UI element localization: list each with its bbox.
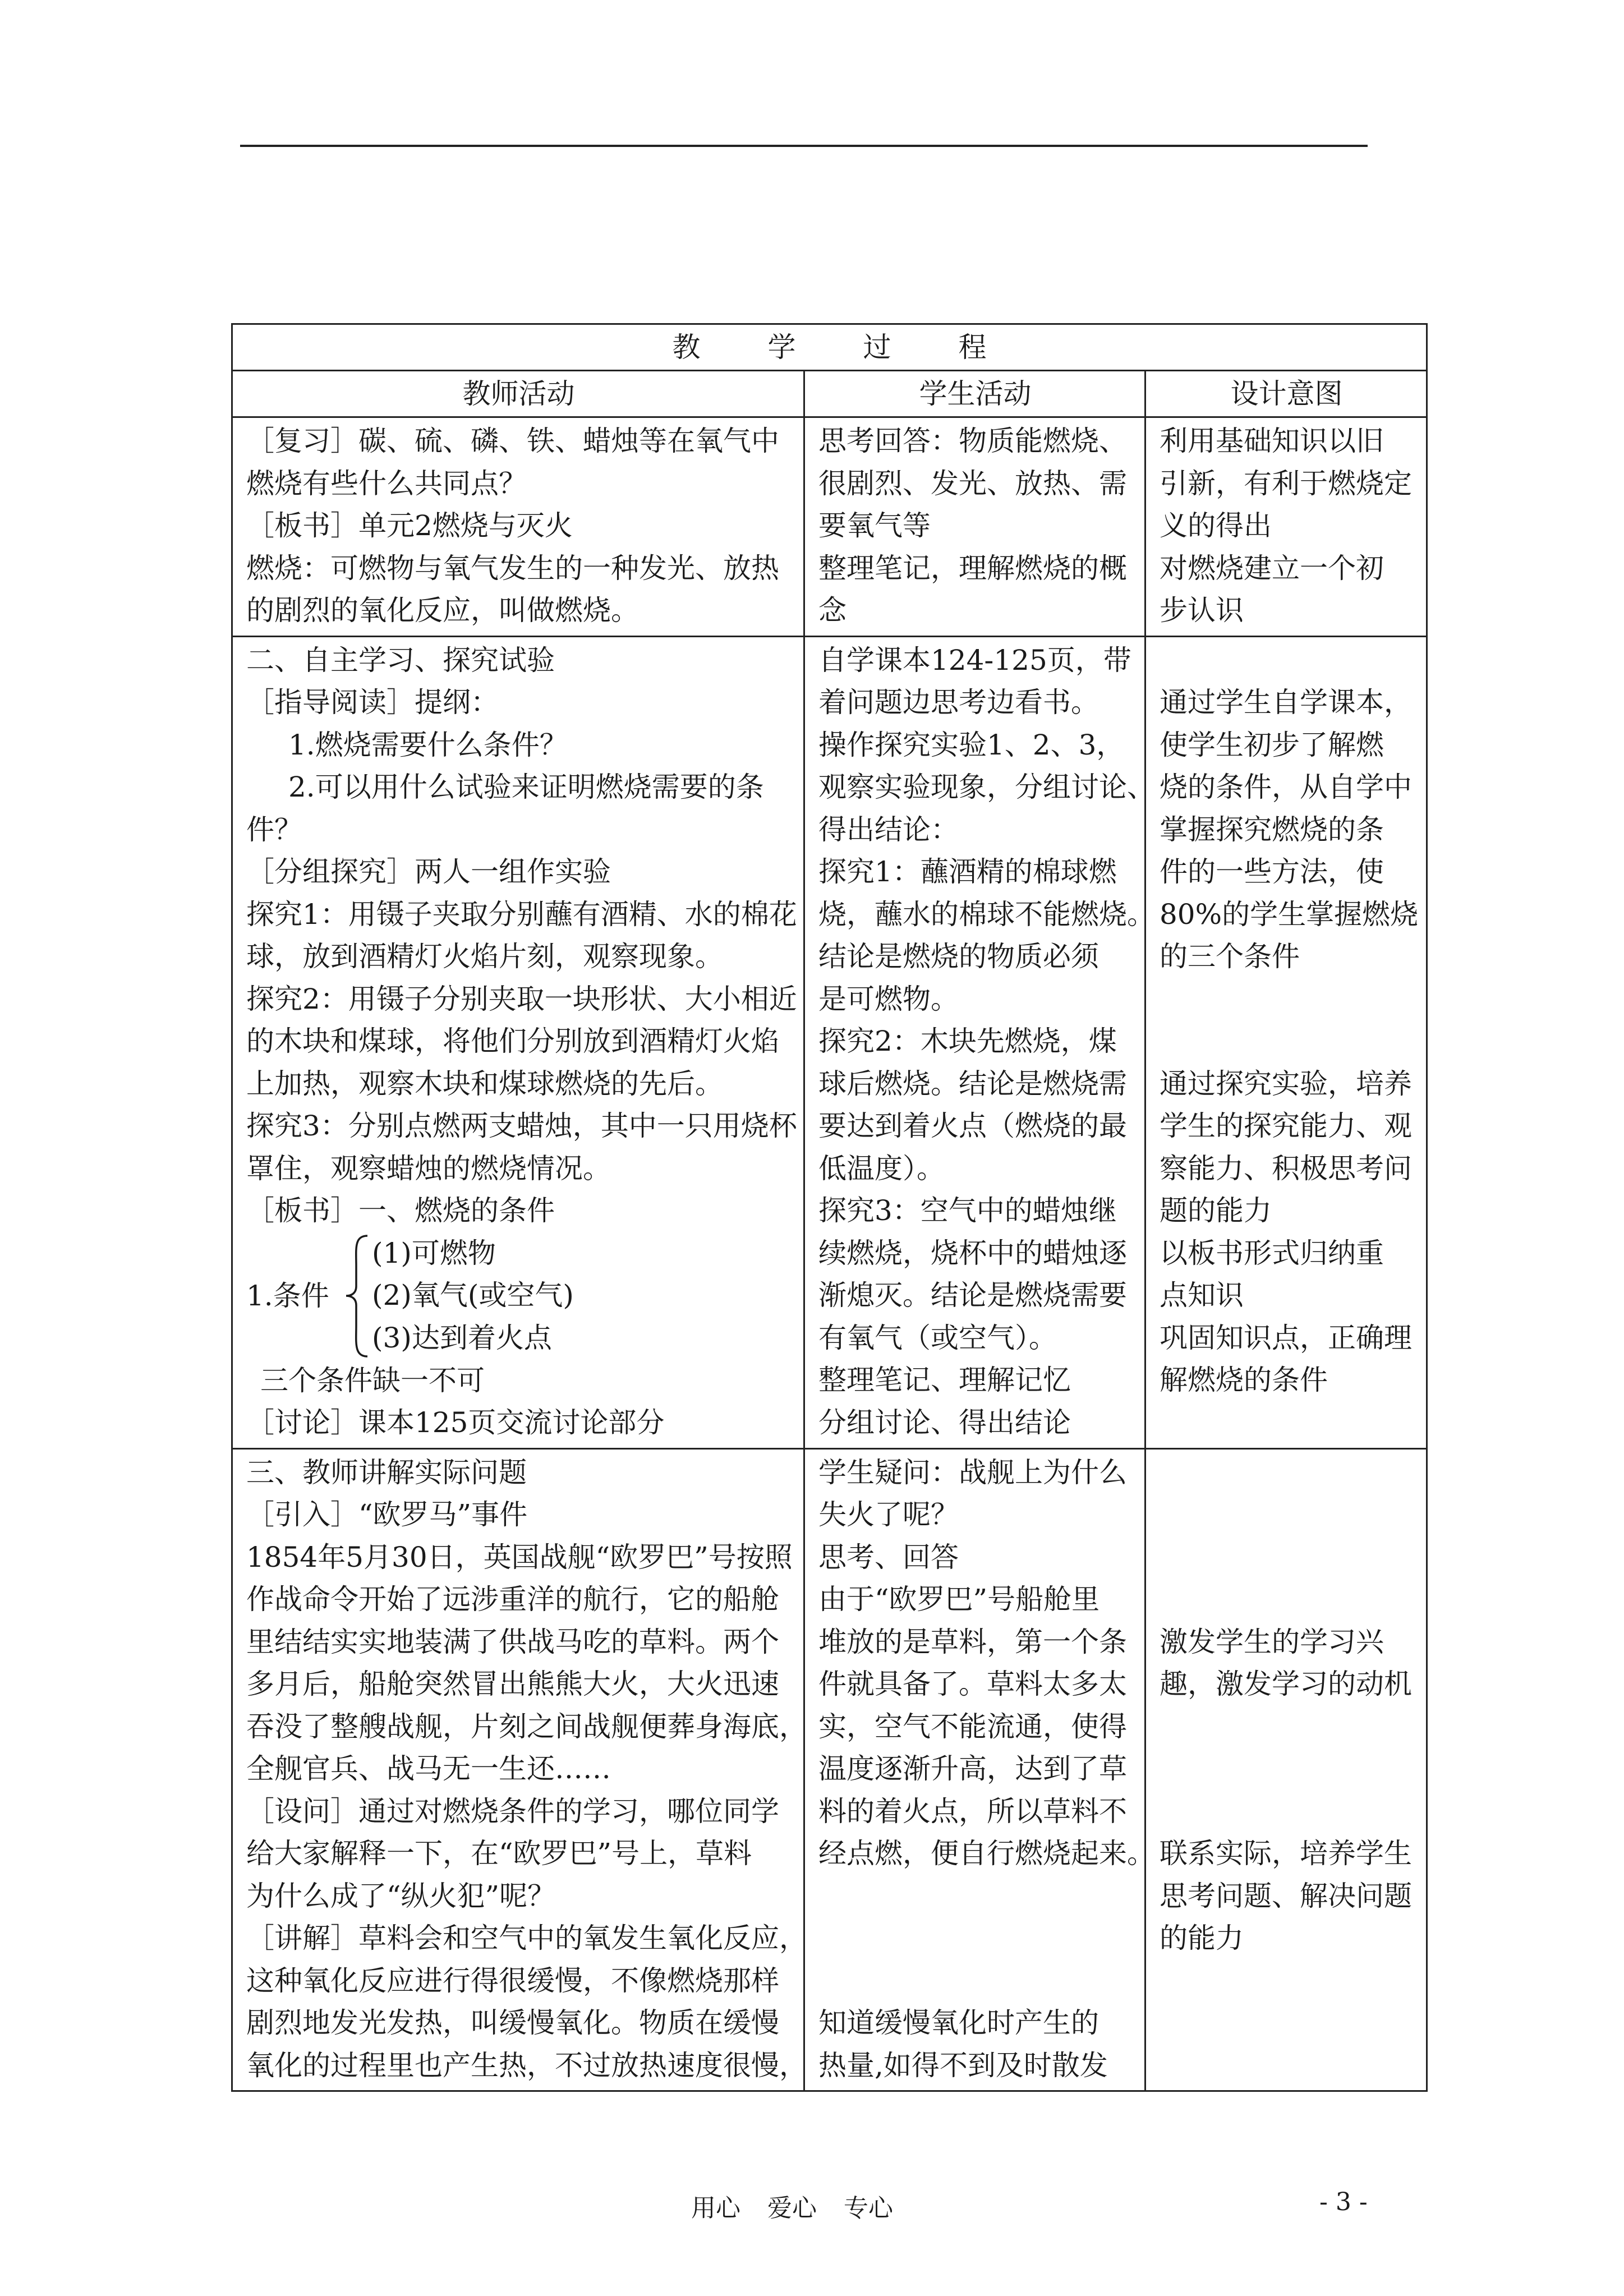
text-line: ［分组探究］两人一组作实验 (246, 855, 611, 888)
text-line: 题的能力 (1160, 1194, 1272, 1227)
text-line: 学生疑问：战舰上为什么 (818, 1456, 1127, 1489)
text-line: 解燃烧的条件 (1160, 1364, 1328, 1396)
table-title-row (232, 324, 1427, 371)
table-title-char: 教 (672, 331, 701, 364)
text-line: 失火了呢？ (818, 1498, 959, 1531)
table-title-char: 程 (958, 331, 987, 364)
text-line: 二、自主学习、探究试验 (246, 643, 555, 677)
footer-motto-word: 用心 (691, 2194, 740, 2223)
text-line: 操作探究实验1、2、3， (818, 728, 1125, 761)
text-line: 三个条件缺一不可 (260, 1364, 485, 1397)
text-line: 自学课本124-125页，带 (818, 643, 1131, 677)
text-line: 整理笔记，理解燃烧的概 (818, 551, 1127, 585)
text-line: 温度逐渐升高，达到了草 (818, 1752, 1127, 1785)
text-line: 的木块和煤球，将他们分别放到酒精灯火焰 (246, 1025, 779, 1057)
text-line: 热量,如得不到及时散发 (818, 2049, 1108, 2082)
text-line: 烧，蘸水的棉球不能燃烧。 (818, 898, 1155, 931)
text-line: 由于“欧罗巴”号船舱里 (818, 1583, 1100, 1616)
text-line: 利用基础知识以旧 (1160, 425, 1384, 457)
text-line: 趣，激发学习的动机 (1160, 1668, 1412, 1700)
text-line: ［板书］单元2燃烧与灭火 (246, 509, 573, 542)
text-line: 要氧气等 (818, 509, 931, 542)
text-line: 激发学生的学习兴 (1160, 1625, 1384, 1658)
text-line: ［复习］碳、硫、磷、铁、蜡烛等在氧气中 (246, 425, 779, 457)
text-line: 的能力 (1160, 1922, 1244, 1954)
text-line: 巩固知识点，正确理 (1160, 1321, 1412, 1354)
text-line: 要达到着火点（燃烧的最 (818, 1110, 1127, 1142)
text-line: 球后燃烧。结论是燃烧需 (818, 1067, 1127, 1100)
text-line: 思考回答：物质能燃烧、 (818, 425, 1127, 457)
text-line: 氧化的过程里也产生热，不过放热速度很慢， (246, 2049, 807, 2082)
text-line: 80%的学生掌握燃烧 (1160, 898, 1419, 931)
design-intent-cell (1145, 1448, 1427, 2091)
text-line: 件？ (246, 813, 302, 846)
text-line: 1854年5月30日，英国战舰“欧罗巴”号按照 (246, 1540, 793, 1573)
text-line: ［讨论］课本125页交流讨论部分 (246, 1406, 665, 1439)
curly-brace-icon (343, 1232, 371, 1360)
text-line: 整理笔记、理解记忆 (818, 1364, 1071, 1396)
text-line: 对燃烧建立一个初 (1160, 551, 1384, 585)
text-line: 通过探究实验，培养 (1160, 1067, 1412, 1100)
condition-item: (2)氧气(或空气) (372, 1279, 574, 1312)
table-row (232, 1448, 1427, 2091)
text-line: 全舰官兵、战马无一生还…… (246, 1752, 611, 1785)
text-line: 低温度）。 (818, 1152, 945, 1185)
text-line: 为什么成了“纵火犯”呢？ (246, 1879, 556, 1912)
text-line: 燃烧有些什么共同点？ (246, 467, 527, 500)
text-line: 剧烈地发光发热，叫缓慢氧化。物质在缓慢 (246, 2007, 779, 2039)
text-line: 察能力、积极思考问 (1160, 1152, 1412, 1185)
text-line: 联系实际，培养学生 (1160, 1837, 1412, 1870)
text-line: 球，放到酒精灯火焰片刻，观察现象。 (246, 940, 723, 973)
text-line: 是可燃物。 (818, 982, 959, 1015)
text-line: 1.燃烧需要什么条件？ (288, 728, 568, 761)
text-line: 堆放的是草料，第一个条 (818, 1625, 1127, 1658)
text-line: ［设问］通过对燃烧条件的学习，哪位同学 (246, 1795, 779, 1828)
text-line: 续燃烧，烧杯中的蜡烛逐 (818, 1236, 1127, 1269)
text-line: 多月后，船舱突然冒出熊熊大火，大火迅速 (246, 1668, 779, 1700)
text-line: 观察实验现象，分组讨论、 (818, 771, 1155, 803)
text-line: 里结结实实地装满了供战马吃的草料。两个 (246, 1625, 779, 1658)
text-line: 义的得出 (1160, 509, 1272, 542)
text-line: 探究3：空气中的蜡烛继 (818, 1194, 1117, 1227)
text-line: 料的着火点，所以草料不 (818, 1795, 1127, 1828)
student-activity-cell (804, 1448, 1155, 2091)
text-line: 探究2：木块先燃烧，煤 (818, 1025, 1117, 1057)
header-student-activity: 学生活动 (804, 371, 1145, 417)
text-line: 通过学生自学课本， (1160, 686, 1412, 719)
text-line: ［指导阅读］提纲： (246, 686, 499, 719)
text-line: 经点燃，便自行燃烧起来。 (818, 1837, 1155, 1870)
text-line: 得出结论： (818, 813, 959, 846)
text-line: 以板书形式归纳重 (1160, 1236, 1384, 1269)
table-title (232, 324, 1427, 371)
text-line: 罩住，观察蜡烛的燃烧情况。 (246, 1152, 611, 1185)
header-teacher-activity: 教师活动 (232, 371, 804, 417)
text-line: 探究1：用镊子夹取分别蘸有酒精、水的棉花 (246, 898, 797, 931)
text-line: 结论是燃烧的物质必须 (818, 940, 1099, 973)
table-header-row (232, 371, 1427, 417)
footer-motto-word: 爱心 (767, 2194, 817, 2223)
text-line: 实，空气不能流通，使得 (818, 1710, 1127, 1743)
text-line: 件的一些方法，使 (1160, 855, 1384, 888)
text-line: 引新，有利于燃烧定 (1160, 467, 1412, 500)
text-line: 渐熄灭。结论是燃烧需要 (818, 1279, 1127, 1312)
text-line: 思考、回答 (818, 1540, 959, 1573)
student-activity-cell (804, 636, 1155, 1448)
text-line: 作战命令开始了远涉重洋的航行，它的船舱 (246, 1583, 779, 1616)
text-line: 上加热，观察木块和煤球燃烧的先后。 (246, 1067, 723, 1100)
table-row (232, 417, 1427, 637)
text-line: 使学生初步了解燃 (1160, 728, 1384, 761)
text-line: 2.可以用什么试验来证明燃烧需要的条 (288, 771, 764, 803)
text-line: 探究2：用镊子分别夹取一块形状、大小相近 (246, 982, 797, 1015)
table-title-char: 过 (863, 331, 891, 364)
footer-motto (691, 2188, 893, 2224)
text-line: 三、教师讲解实际问题 (246, 1456, 527, 1489)
text-line: 的三个条件 (1160, 940, 1300, 973)
text-line: 学生的探究能力、观 (1160, 1110, 1412, 1142)
text-line: 的剧烈的氧化反应，叫做燃烧。 (246, 594, 639, 627)
teacher-activity-cell (232, 636, 804, 1448)
conditions-label: 1.条件 (246, 1279, 329, 1312)
condition-item: (3)达到着火点 (372, 1321, 552, 1354)
text-line: ［引入］“欧罗马”事件 (246, 1498, 528, 1531)
text-line: 这种氧化反应进行得很缓慢，不像燃烧那样 (246, 1964, 779, 1997)
conditions-group (246, 1232, 791, 1360)
text-line: 探究3：分别点燃两支蜡烛，其中一只用烧杯 (246, 1110, 797, 1142)
text-line: 有氧气（或空气）。 (818, 1321, 1057, 1354)
student-activity-cell (804, 417, 1145, 637)
table-row (232, 636, 1427, 1448)
footer-motto-word: 专心 (844, 2194, 893, 2223)
text-line: 烧的条件，从自学中 (1160, 771, 1412, 803)
text-line: ［板书］一、燃烧的条件 (246, 1194, 555, 1227)
text-line: 着问题边思考边看书。 (818, 686, 1099, 719)
text-line: 知道缓慢氧化时产生的 (818, 2007, 1099, 2039)
text-line: 思考问题、解决问题 (1160, 1879, 1412, 1912)
teacher-activity-cell (232, 1448, 807, 2091)
page-number: - 3 - (1319, 2188, 1368, 2216)
design-intent-cell (1145, 636, 1427, 1448)
text-line: 念 (818, 594, 846, 627)
text-line: 探究1：蘸酒精的棉球燃 (818, 855, 1117, 888)
text-line: 步认识 (1160, 594, 1244, 627)
text-line: 掌握探究燃烧的条 (1160, 813, 1384, 846)
lesson-process-table (231, 323, 1428, 2092)
text-line: 很剧烈、发光、放热、需 (818, 467, 1127, 500)
header-rule (240, 145, 1368, 147)
text-line: 点知识 (1160, 1279, 1244, 1312)
text-line: 件就具备了。草料太多太 (818, 1668, 1127, 1700)
design-intent-cell (1145, 417, 1427, 637)
header-design-intent: 设计意图 (1145, 371, 1427, 417)
teacher-activity-cell (232, 417, 804, 637)
condition-item: (1)可燃物 (372, 1236, 496, 1269)
table-title-char: 学 (767, 331, 796, 364)
text-line: 分组讨论、得出结论 (818, 1406, 1071, 1439)
text-line: 给大家解释一下，在“欧罗巴”号上，草料 (246, 1837, 752, 1870)
text-line: 燃烧：可燃物与氧气发生的一种发光、放热 (246, 551, 779, 585)
text-line: 吞没了整艘战舰，片刻之间战舰便葬身海底， (246, 1710, 807, 1743)
text-line: ［讲解］草料会和空气中的氧发生氧化反应， (246, 1922, 807, 1954)
